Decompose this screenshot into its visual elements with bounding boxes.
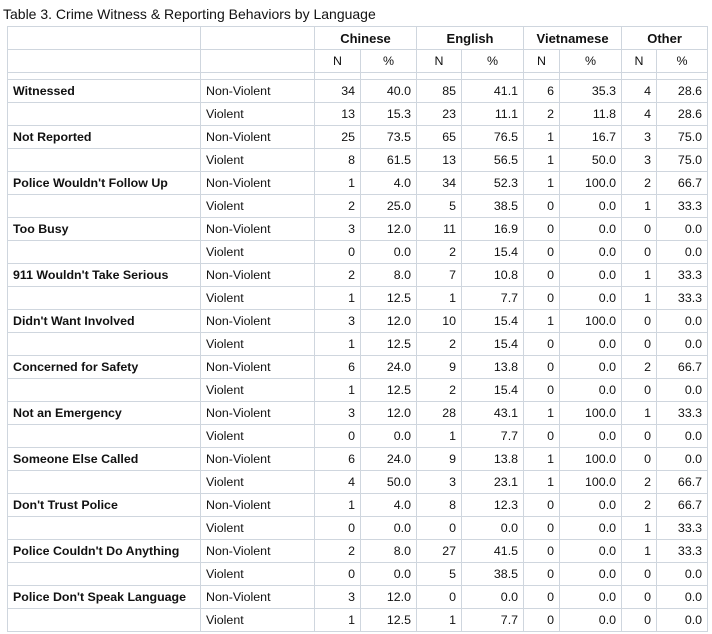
cell-count: 85 (417, 80, 462, 103)
cell-count: 11 (417, 218, 462, 241)
row-category (8, 563, 201, 586)
row-category (8, 149, 201, 172)
cell-count: 3 (315, 218, 361, 241)
table-row (8, 126, 708, 149)
cell-count: 0 (524, 586, 560, 609)
cell-count: 1 (622, 287, 657, 310)
row-category (8, 241, 201, 264)
row-crime-type: Non-Violent (201, 586, 315, 609)
cell-percent: 0.0 (560, 563, 622, 586)
row-category: Don't Trust Police (8, 494, 201, 517)
cell-percent: 76.5 (462, 126, 524, 149)
cell-count: 1 (315, 333, 361, 356)
cell-percent: 0.0 (657, 333, 708, 356)
cell-percent: 40.0 (361, 80, 417, 103)
cell-count: 0 (622, 425, 657, 448)
cell-percent: 33.3 (657, 402, 708, 425)
cell-percent: 0.0 (657, 310, 708, 333)
cell-count: 0 (524, 287, 560, 310)
cell-percent: 16.9 (462, 218, 524, 241)
cell-percent: 11.1 (462, 103, 524, 126)
row-crime-type: Non-Violent (201, 126, 315, 149)
table-row (8, 471, 708, 494)
cell-percent: 12.0 (361, 218, 417, 241)
header-language-chinese: Chinese (315, 27, 417, 50)
cell-percent: 0.0 (361, 563, 417, 586)
cell-percent: 66.7 (657, 471, 708, 494)
cell-count: 0 (524, 264, 560, 287)
cell-count: 0 (524, 494, 560, 517)
subheader-n: N (524, 50, 560, 73)
cell-count: 1 (315, 609, 361, 632)
row-crime-type: Non-Violent (201, 310, 315, 333)
cell-count: 0 (315, 241, 361, 264)
cell-percent: 0.0 (657, 425, 708, 448)
row-category: Someone Else Called (8, 448, 201, 471)
row-crime-type: Non-Violent (201, 494, 315, 517)
cell-percent: 0.0 (657, 448, 708, 471)
cell-count: 1 (315, 379, 361, 402)
cell-count: 3 (315, 310, 361, 333)
cell-percent: 0.0 (657, 563, 708, 586)
cell-count: 1 (417, 609, 462, 632)
cell-percent: 33.3 (657, 517, 708, 540)
cell-percent: 0.0 (560, 517, 622, 540)
cell-percent: 0.0 (657, 609, 708, 632)
table-row (8, 563, 708, 586)
cell-count: 4 (622, 80, 657, 103)
table-row (8, 195, 708, 218)
row-category (8, 287, 201, 310)
cell-percent: 7.7 (462, 425, 524, 448)
cell-count: 0 (622, 586, 657, 609)
cell-percent: 28.6 (657, 103, 708, 126)
header-blank (8, 50, 201, 73)
crime-reporting-table (7, 26, 708, 632)
cell-percent: 12.5 (361, 379, 417, 402)
table-row (8, 310, 708, 333)
table-row (8, 586, 708, 609)
row-crime-type: Violent (201, 471, 315, 494)
cell-percent: 12.0 (361, 586, 417, 609)
cell-percent: 11.8 (560, 103, 622, 126)
cell-percent: 50.0 (361, 471, 417, 494)
cell-percent: 8.0 (361, 540, 417, 563)
table-row (8, 80, 708, 103)
cell-count: 6 (315, 448, 361, 471)
cell-percent: 12.0 (361, 310, 417, 333)
cell-count: 1 (622, 264, 657, 287)
cell-percent: 0.0 (560, 264, 622, 287)
cell-count: 1 (622, 517, 657, 540)
row-crime-type: Violent (201, 563, 315, 586)
cell-percent: 0.0 (560, 494, 622, 517)
cell-count: 5 (417, 195, 462, 218)
cell-percent: 0.0 (560, 540, 622, 563)
cell-percent: 0.0 (361, 517, 417, 540)
cell-percent: 100.0 (560, 172, 622, 195)
cell-count: 2 (524, 103, 560, 126)
row-category: Didn't Want Involved (8, 310, 201, 333)
row-crime-type: Non-Violent (201, 356, 315, 379)
subheader-percent: % (361, 50, 417, 73)
row-category: Not Reported (8, 126, 201, 149)
subheader-n: N (622, 50, 657, 73)
cell-percent: 16.7 (560, 126, 622, 149)
cell-count: 65 (417, 126, 462, 149)
cell-count: 5 (417, 563, 462, 586)
cell-count: 3 (315, 402, 361, 425)
row-category (8, 379, 201, 402)
cell-percent: 43.1 (462, 402, 524, 425)
spacer-row (8, 73, 708, 80)
cell-count: 0 (524, 425, 560, 448)
cell-percent: 75.0 (657, 149, 708, 172)
cell-count: 0 (417, 517, 462, 540)
cell-count: 23 (417, 103, 462, 126)
row-crime-type: Violent (201, 103, 315, 126)
cell-count: 0 (524, 379, 560, 402)
row-crime-type: Non-Violent (201, 80, 315, 103)
cell-count: 2 (417, 241, 462, 264)
cell-percent: 12.5 (361, 333, 417, 356)
cell-count: 4 (315, 471, 361, 494)
cell-count: 1 (622, 540, 657, 563)
row-category: Concerned for Safety (8, 356, 201, 379)
cell-percent: 12.5 (361, 609, 417, 632)
cell-count: 3 (315, 586, 361, 609)
cell-count: 13 (315, 103, 361, 126)
cell-count: 10 (417, 310, 462, 333)
cell-count: 1 (524, 172, 560, 195)
table-row (8, 218, 708, 241)
row-category (8, 425, 201, 448)
cell-percent: 100.0 (560, 402, 622, 425)
subheader-percent: % (462, 50, 524, 73)
subheader-row (8, 50, 708, 73)
cell-count: 1 (524, 402, 560, 425)
cell-percent: 12.5 (361, 287, 417, 310)
row-crime-type: Violent (201, 195, 315, 218)
table-row (8, 517, 708, 540)
cell-count: 9 (417, 448, 462, 471)
table-row (8, 425, 708, 448)
cell-percent: 0.0 (560, 195, 622, 218)
cell-count: 0 (524, 195, 560, 218)
cell-count: 0 (315, 425, 361, 448)
header-language-other: Other (622, 27, 708, 50)
cell-count: 34 (315, 80, 361, 103)
cell-count: 0 (524, 218, 560, 241)
row-crime-type: Non-Violent (201, 448, 315, 471)
row-category (8, 517, 201, 540)
cell-count: 1 (524, 310, 560, 333)
cell-percent: 15.4 (462, 241, 524, 264)
cell-percent: 33.3 (657, 195, 708, 218)
cell-count: 1 (315, 172, 361, 195)
cell-count: 8 (315, 149, 361, 172)
cell-count: 0 (315, 517, 361, 540)
cell-count: 6 (315, 356, 361, 379)
cell-percent: 0.0 (560, 287, 622, 310)
cell-percent: 0.0 (560, 379, 622, 402)
cell-count: 1 (524, 471, 560, 494)
row-crime-type: Non-Violent (201, 264, 315, 287)
row-crime-type: Violent (201, 287, 315, 310)
cell-count: 0 (524, 540, 560, 563)
cell-percent: 12.3 (462, 494, 524, 517)
row-category (8, 103, 201, 126)
cell-count: 3 (622, 149, 657, 172)
cell-count: 1 (524, 448, 560, 471)
row-crime-type: Violent (201, 517, 315, 540)
cell-count: 0 (622, 379, 657, 402)
row-crime-type: Violent (201, 149, 315, 172)
cell-percent: 33.3 (657, 287, 708, 310)
table-row (8, 287, 708, 310)
cell-percent: 8.0 (361, 264, 417, 287)
cell-percent: 13.8 (462, 356, 524, 379)
row-category: Witnessed (8, 80, 201, 103)
cell-count: 2 (622, 172, 657, 195)
cell-percent: 15.4 (462, 310, 524, 333)
row-category: Too Busy (8, 218, 201, 241)
cell-count: 9 (417, 356, 462, 379)
cell-count: 2 (622, 494, 657, 517)
row-category: Police Couldn't Do Anything (8, 540, 201, 563)
header-blank (201, 27, 315, 50)
cell-count: 25 (315, 126, 361, 149)
cell-percent: 0.0 (560, 218, 622, 241)
row-crime-type: Non-Violent (201, 402, 315, 425)
cell-percent: 24.0 (361, 356, 417, 379)
cell-percent: 0.0 (657, 241, 708, 264)
cell-percent: 0.0 (560, 586, 622, 609)
cell-percent: 35.3 (560, 80, 622, 103)
table-row (8, 149, 708, 172)
cell-count: 2 (315, 540, 361, 563)
cell-count: 2 (417, 379, 462, 402)
cell-count: 13 (417, 149, 462, 172)
cell-percent: 73.5 (361, 126, 417, 149)
subheader-n: N (417, 50, 462, 73)
cell-percent: 0.0 (462, 586, 524, 609)
cell-percent: 0.0 (657, 379, 708, 402)
cell-percent: 50.0 (560, 149, 622, 172)
cell-count: 0 (524, 356, 560, 379)
cell-count: 0 (622, 563, 657, 586)
cell-percent: 41.1 (462, 80, 524, 103)
cell-percent: 0.0 (560, 241, 622, 264)
cell-count: 0 (315, 563, 361, 586)
row-category (8, 333, 201, 356)
row-category: Police Wouldn't Follow Up (8, 172, 201, 195)
row-crime-type: Violent (201, 333, 315, 356)
row-crime-type: Non-Violent (201, 540, 315, 563)
row-crime-type: Violent (201, 425, 315, 448)
table-row (8, 172, 708, 195)
subheader-percent: % (560, 50, 622, 73)
cell-percent: 15.4 (462, 379, 524, 402)
cell-percent: 0.0 (657, 586, 708, 609)
cell-count: 1 (315, 287, 361, 310)
cell-percent: 7.7 (462, 287, 524, 310)
cell-count: 8 (417, 494, 462, 517)
cell-count: 0 (524, 241, 560, 264)
cell-count: 0 (524, 517, 560, 540)
cell-percent: 100.0 (560, 310, 622, 333)
cell-percent: 66.7 (657, 356, 708, 379)
cell-count: 34 (417, 172, 462, 195)
row-crime-type: Non-Violent (201, 218, 315, 241)
cell-percent: 56.5 (462, 149, 524, 172)
row-category (8, 609, 201, 632)
cell-percent: 12.0 (361, 402, 417, 425)
row-category: Not an Emergency (8, 402, 201, 425)
table-row (8, 333, 708, 356)
row-crime-type: Violent (201, 609, 315, 632)
cell-percent: 33.3 (657, 540, 708, 563)
cell-count: 0 (622, 333, 657, 356)
subheader-percent: % (657, 50, 708, 73)
cell-count: 1 (524, 149, 560, 172)
cell-percent: 75.0 (657, 126, 708, 149)
cell-percent: 15.4 (462, 333, 524, 356)
row-crime-type: Violent (201, 379, 315, 402)
cell-percent: 66.7 (657, 494, 708, 517)
table-row (8, 494, 708, 517)
cell-percent: 4.0 (361, 172, 417, 195)
cell-count: 2 (315, 264, 361, 287)
cell-count: 4 (622, 103, 657, 126)
cell-count: 0 (622, 241, 657, 264)
cell-percent: 0.0 (361, 425, 417, 448)
cell-percent: 0.0 (560, 333, 622, 356)
table-row (8, 103, 708, 126)
table-title: Table 3. Crime Witness & Reporting Behaviors by Language (3, 6, 376, 22)
cell-percent: 13.8 (462, 448, 524, 471)
header-blank (8, 27, 201, 50)
row-category: Police Don't Speak Language (8, 586, 201, 609)
header-blank (201, 50, 315, 73)
header-language-vietnamese: Vietnamese (524, 27, 622, 50)
cell-count: 0 (524, 333, 560, 356)
cell-count: 3 (622, 126, 657, 149)
table-row (8, 540, 708, 563)
cell-count: 1 (417, 425, 462, 448)
table-row (8, 264, 708, 287)
cell-percent: 28.6 (657, 80, 708, 103)
cell-count: 7 (417, 264, 462, 287)
cell-count: 0 (622, 218, 657, 241)
row-category (8, 195, 201, 218)
cell-percent: 100.0 (560, 471, 622, 494)
cell-percent: 0.0 (560, 609, 622, 632)
cell-percent: 38.5 (462, 195, 524, 218)
cell-percent: 24.0 (361, 448, 417, 471)
cell-percent: 10.8 (462, 264, 524, 287)
cell-count: 0 (417, 586, 462, 609)
cell-count: 0 (622, 310, 657, 333)
cell-percent: 61.5 (361, 149, 417, 172)
cell-percent: 23.1 (462, 471, 524, 494)
cell-percent: 0.0 (657, 218, 708, 241)
cell-percent: 52.3 (462, 172, 524, 195)
cell-count: 0 (622, 448, 657, 471)
cell-percent: 0.0 (361, 241, 417, 264)
cell-count: 0 (622, 609, 657, 632)
cell-count: 1 (622, 195, 657, 218)
table-row (8, 448, 708, 471)
cell-percent: 0.0 (560, 425, 622, 448)
cell-count: 3 (417, 471, 462, 494)
cell-percent: 100.0 (560, 448, 622, 471)
cell-count: 1 (622, 402, 657, 425)
cell-percent: 15.3 (361, 103, 417, 126)
cell-count: 2 (622, 471, 657, 494)
cell-count: 28 (417, 402, 462, 425)
cell-percent: 38.5 (462, 563, 524, 586)
table-row (8, 356, 708, 379)
table-row (8, 241, 708, 264)
cell-percent: 66.7 (657, 172, 708, 195)
row-category (8, 471, 201, 494)
subheader-n: N (315, 50, 361, 73)
cell-percent: 33.3 (657, 264, 708, 287)
cell-percent: 25.0 (361, 195, 417, 218)
header-language-english: English (417, 27, 524, 50)
cell-percent: 0.0 (462, 517, 524, 540)
language-header-row (8, 27, 708, 50)
cell-percent: 0.0 (560, 356, 622, 379)
cell-count: 6 (524, 80, 560, 103)
cell-percent: 41.5 (462, 540, 524, 563)
cell-count: 2 (315, 195, 361, 218)
table-row (8, 402, 708, 425)
row-category: 911 Wouldn't Take Serious (8, 264, 201, 287)
cell-count: 2 (622, 356, 657, 379)
cell-count: 0 (524, 609, 560, 632)
cell-count: 27 (417, 540, 462, 563)
table-row (8, 609, 708, 632)
row-crime-type: Violent (201, 241, 315, 264)
cell-count: 1 (417, 287, 462, 310)
cell-percent: 7.7 (462, 609, 524, 632)
cell-percent: 4.0 (361, 494, 417, 517)
row-crime-type: Non-Violent (201, 172, 315, 195)
cell-count: 2 (417, 333, 462, 356)
cell-count: 1 (524, 126, 560, 149)
cell-count: 1 (315, 494, 361, 517)
table-row (8, 379, 708, 402)
cell-count: 0 (524, 563, 560, 586)
